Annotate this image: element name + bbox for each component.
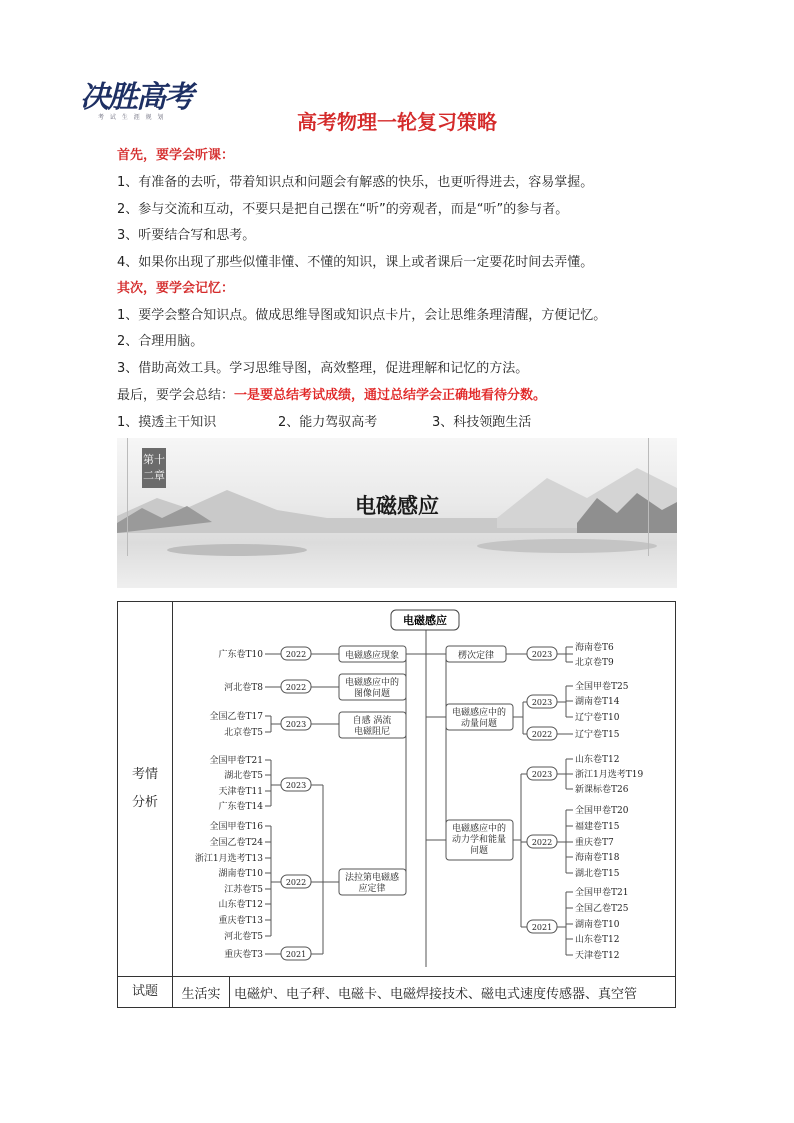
leaf-node: 全国乙卷T25: [575, 904, 629, 914]
topic-node: 法拉第电磁感: [344, 873, 400, 883]
leaf-node: 湖北卷T5: [224, 771, 263, 781]
leaf-node: 全国甲卷T21: [209, 756, 263, 766]
year-node: 2021: [285, 950, 307, 959]
leaf-node: 全国乙卷T17: [209, 712, 263, 722]
topic-node: 电磁阻尼: [353, 727, 391, 737]
analysis-label-cell: [118, 602, 173, 977]
bottom-point: 3、科技领跑生活: [432, 415, 532, 430]
leaf-node: 山东卷T12: [575, 755, 620, 765]
section1-item: 3、听要结合写和思考。: [117, 228, 256, 243]
leaf-node: 全国甲卷T20: [575, 806, 629, 816]
year-node: 2023: [285, 720, 307, 729]
section3-prefix: 最后，要学会总结：: [117, 388, 235, 403]
leaf-node: 重庆卷T7: [575, 838, 614, 848]
year-node: 2022: [285, 650, 307, 659]
section2-item: 3、借助高效工具。学习思维导图，高效整理，促进理解和记忆的方法。: [117, 361, 529, 376]
topic-node: 楞次定律: [457, 651, 495, 661]
section3-line: [117, 384, 546, 403]
section1-item: 1、有准备的去听，带着知识点和问题会有解惑的快乐，也更听得进去，容易掌握。: [117, 175, 594, 190]
topic-node: 电磁感应现象: [344, 651, 400, 661]
leaf-node: 河北卷T5: [224, 932, 263, 942]
life-label: 生活实: [181, 986, 221, 1002]
year-node: 2021: [531, 923, 553, 932]
leaf-node: 重庆卷T3: [224, 950, 263, 960]
life-label-cell: [173, 977, 230, 1008]
test-label: 试题: [131, 984, 158, 999]
section2-heading: 其次，要学会记忆：: [117, 281, 235, 296]
test-label-cell: [118, 977, 173, 1008]
section1-heading: 首先，要学会听课：: [117, 148, 235, 163]
section3-highlight: 一是要总结考试成绩，通过总结学会正确地看待分数。: [234, 388, 547, 403]
topic-node: 问题: [469, 846, 489, 856]
topic-node: 图像问题: [353, 689, 391, 699]
leaf-node: 海南卷T18: [575, 853, 620, 863]
mindmap-root: 电磁感应: [403, 614, 447, 627]
leaf-node: 全国乙卷T24: [209, 838, 263, 848]
topic-node: 动量问题: [460, 719, 498, 729]
leaf-node: 浙江1月选考T13: [194, 854, 263, 864]
year-node: 2022: [285, 878, 307, 887]
exam-analysis-table: [117, 601, 676, 1008]
chapter-banner: [117, 438, 677, 588]
bottom-point: 2、能力驾驭高考: [278, 415, 378, 430]
logo-text: 决胜高考: [80, 80, 192, 115]
year-node: 2023: [285, 781, 307, 790]
leaf-node: 湖北卷T15: [575, 869, 620, 879]
leaf-node: 海南卷T6: [575, 643, 614, 653]
topic-node: 电磁感应中的: [344, 678, 400, 688]
topic-node: 电磁感应中的: [451, 824, 507, 834]
leaf-node: 浙江1月选考T19: [575, 770, 644, 780]
leaf-node: 山东卷T12: [575, 935, 620, 945]
leaf-node: 全国甲卷T16: [209, 822, 263, 832]
analysis-label-2: 分析: [131, 795, 158, 810]
mindmap: [173, 602, 675, 972]
leaf-node: 天津卷T11: [218, 787, 263, 797]
leaf-node: 山东卷T12: [218, 900, 263, 910]
analysis-label-1: 考情: [131, 767, 158, 782]
bottom-point: 1、摸透主干知识: [117, 415, 217, 430]
section2-item: 2、合理用脑。: [117, 334, 204, 349]
leaf-node: 北京卷T5: [224, 728, 263, 738]
life-examples-cell: [230, 977, 676, 1008]
topic-node: 应定律: [358, 884, 386, 894]
leaf-node: 江苏卷T5: [224, 885, 263, 895]
section1-item: 2、参与交流和互动，不要只是把自己摆在“听”的旁观者，而是“听”的参与者。: [117, 202, 569, 217]
topic-node: 动力学和能量: [451, 835, 507, 845]
year-node: 2023: [531, 698, 553, 707]
leaf-node: 湖南卷T10: [575, 920, 620, 930]
life-examples: 电磁炉、电子秤、电磁卡、电磁焊接技术、磁电式速度传感器、真空管: [234, 986, 638, 1002]
chapter-tag: 第十二章: [142, 448, 166, 488]
year-node: 2022: [531, 838, 553, 847]
leaf-node: 广东卷T14: [218, 802, 263, 812]
year-node: 2022: [285, 683, 307, 692]
leaf-node: 广东卷T10: [218, 650, 263, 660]
logo-subtitle: 考 试 生 涯 规 划: [98, 114, 166, 121]
leaf-node: 辽宁卷T15: [575, 730, 620, 740]
leaf-node: 辽宁卷T10: [575, 713, 620, 723]
leaf-node: 湖南卷T10: [218, 869, 263, 879]
mindmap-cell: [173, 602, 676, 977]
chapter-title: 电磁感应: [355, 494, 439, 518]
page-title: 高考物理一轮复习策略: [297, 110, 497, 134]
year-node: 2023: [531, 650, 553, 659]
leaf-node: 全国甲卷T21: [575, 888, 629, 898]
year-node: 2023: [531, 770, 553, 779]
leaf-node: 重庆卷T13: [218, 916, 263, 926]
leaf-node: 新课标卷T26: [575, 785, 629, 795]
leaf-node: 北京卷T9: [575, 658, 614, 668]
leaf-node: 天津卷T12: [575, 951, 620, 961]
leaf-node: 福建卷T15: [575, 822, 620, 832]
topic-node: 自感 涡流: [352, 716, 392, 726]
leaf-node: 湖南卷T14: [575, 697, 620, 707]
section2-item: 1、要学会整合知识点。做成思维导图或知识点卡片，会让思维条理清醒，方便记忆。: [117, 308, 607, 323]
topic-node: 电磁感应中的: [451, 708, 507, 718]
year-node: 2022: [531, 730, 553, 739]
leaf-node: 河北卷T8: [224, 683, 263, 693]
section1-item: 4、如果你出现了那些似懂非懂、不懂的知识，课上或者课后一定要花时间去弄懂。: [117, 255, 594, 270]
leaf-node: 全国甲卷T25: [575, 682, 629, 692]
